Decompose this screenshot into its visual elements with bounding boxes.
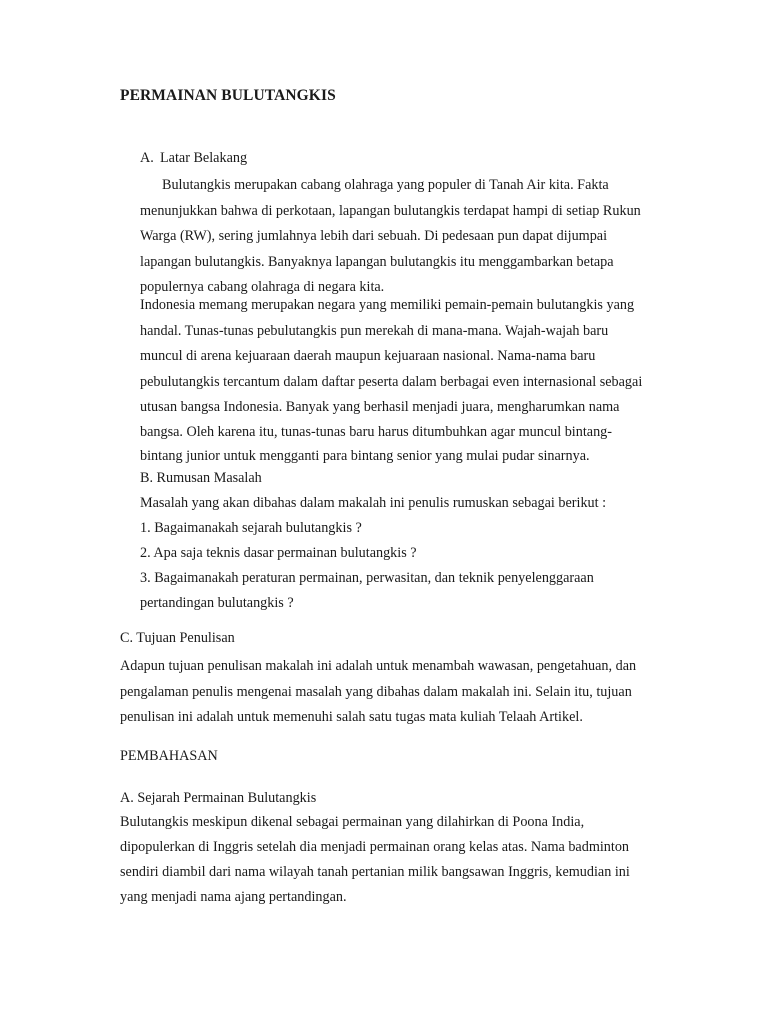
paragraph-line: Masalah yang akan dibahas dalam makalah ini penulis rumuskan sebagai berikut : xyxy=(140,495,607,511)
paragraph-line: populernya cabang olahraga di negara kita. xyxy=(140,279,385,295)
paragraph-line: Warga (RW), sering jumlahnya lebih dari sebuah. Di pedesaan pun dapat dijumpai xyxy=(140,228,608,244)
document-title: PERMAINAN BULUTANGKIS xyxy=(120,87,336,104)
paragraph-line: menunjukkan bahwa di perkotaan, lapangan bulutangkis terdapat hampi di setiap Rukun xyxy=(140,203,641,219)
paragraph-line: yang menjadi nama ajang pertandingan. xyxy=(120,889,347,905)
paragraph-line: penulisan ini adalah untuk memenuhi salah satu tugas mata kuliah Telaah Artikel. xyxy=(120,709,583,725)
paragraph-line: dipopulerkan di Inggris setelah dia menjadi permainan orang kelas atas. Nama badminton xyxy=(120,839,630,855)
paragraph-line: Bulutangkis merupakan cabang olahraga yang populer di Tanah Air kita. Fakta xyxy=(162,177,609,193)
section-c-heading: C. Tujuan Penulisan xyxy=(120,630,235,646)
section-b-heading: B. Rumusan Masalah xyxy=(140,470,262,486)
list-item-continuation: pertandingan bulutangkis ? xyxy=(140,595,294,611)
section-a-heading: Latar Belakang xyxy=(160,150,248,166)
paragraph-line: bintang junior untuk mengganti para bintang senior yang mulai pudar sinarnya. xyxy=(140,448,590,464)
paragraph-line: muncul di arena kejuaraan daerah maupun kejuaraan nasional. Nama-nama baru xyxy=(140,348,596,364)
paragraph-line: lapangan bulutangkis. Banyaknya lapangan bulutangkis itu menggambarkan betapa xyxy=(140,254,614,270)
paragraph-line: pengalaman penulis mengenai masalah yang dibahas dalam makalah ini. Selain itu, tujuan xyxy=(120,684,632,700)
section-a-marker: A. xyxy=(140,150,154,166)
paragraph-line: sendiri diambil dari nama wilayah tanah pertanian milik bangsawan Inggris, kemudian ini xyxy=(120,864,630,880)
paragraph-line: Indonesia memang merupakan negara yang memiliki pemain-pemain bulutangkis yang xyxy=(140,297,635,313)
paragraph-line: Bulutangkis meskipun dikenal sebagai permainan yang dilahirkan di Poona India, xyxy=(120,814,585,830)
paragraph-line: Adapun tujuan penulisan makalah ini adalah untuk menambah wawasan, pengetahuan, dan xyxy=(120,658,637,674)
list-item: 1. Bagaimanakah sejarah bulutangkis ? xyxy=(140,520,362,536)
paragraph-line: bangsa. Oleh karena itu, tunas-tunas baru harus ditumbuhkan agar muncul bintang- xyxy=(140,424,612,440)
paragraph-line: pebulutangkis tercantum dalam daftar peserta dalam berbagai even internasional sebagai xyxy=(140,374,643,390)
paragraph-line: handal. Tunas-tunas pebulutangkis pun merekah di mana-mana. Wajah-wajah baru xyxy=(140,323,609,339)
pembahasan-heading: PEMBAHASAN xyxy=(120,748,218,764)
list-item: 2. Apa saja teknis dasar permainan bulutangkis ? xyxy=(140,545,417,561)
sejarah-heading: A. Sejarah Permainan Bulutangkis xyxy=(120,790,317,806)
paragraph-line: utusan bangsa Indonesia. Banyak yang berhasil menjadi juara, mengharumkan nama xyxy=(140,399,620,415)
list-item: 3. Bagaimanakah peraturan permainan, perwasitan, dan teknik penyelenggaraan xyxy=(140,570,594,586)
